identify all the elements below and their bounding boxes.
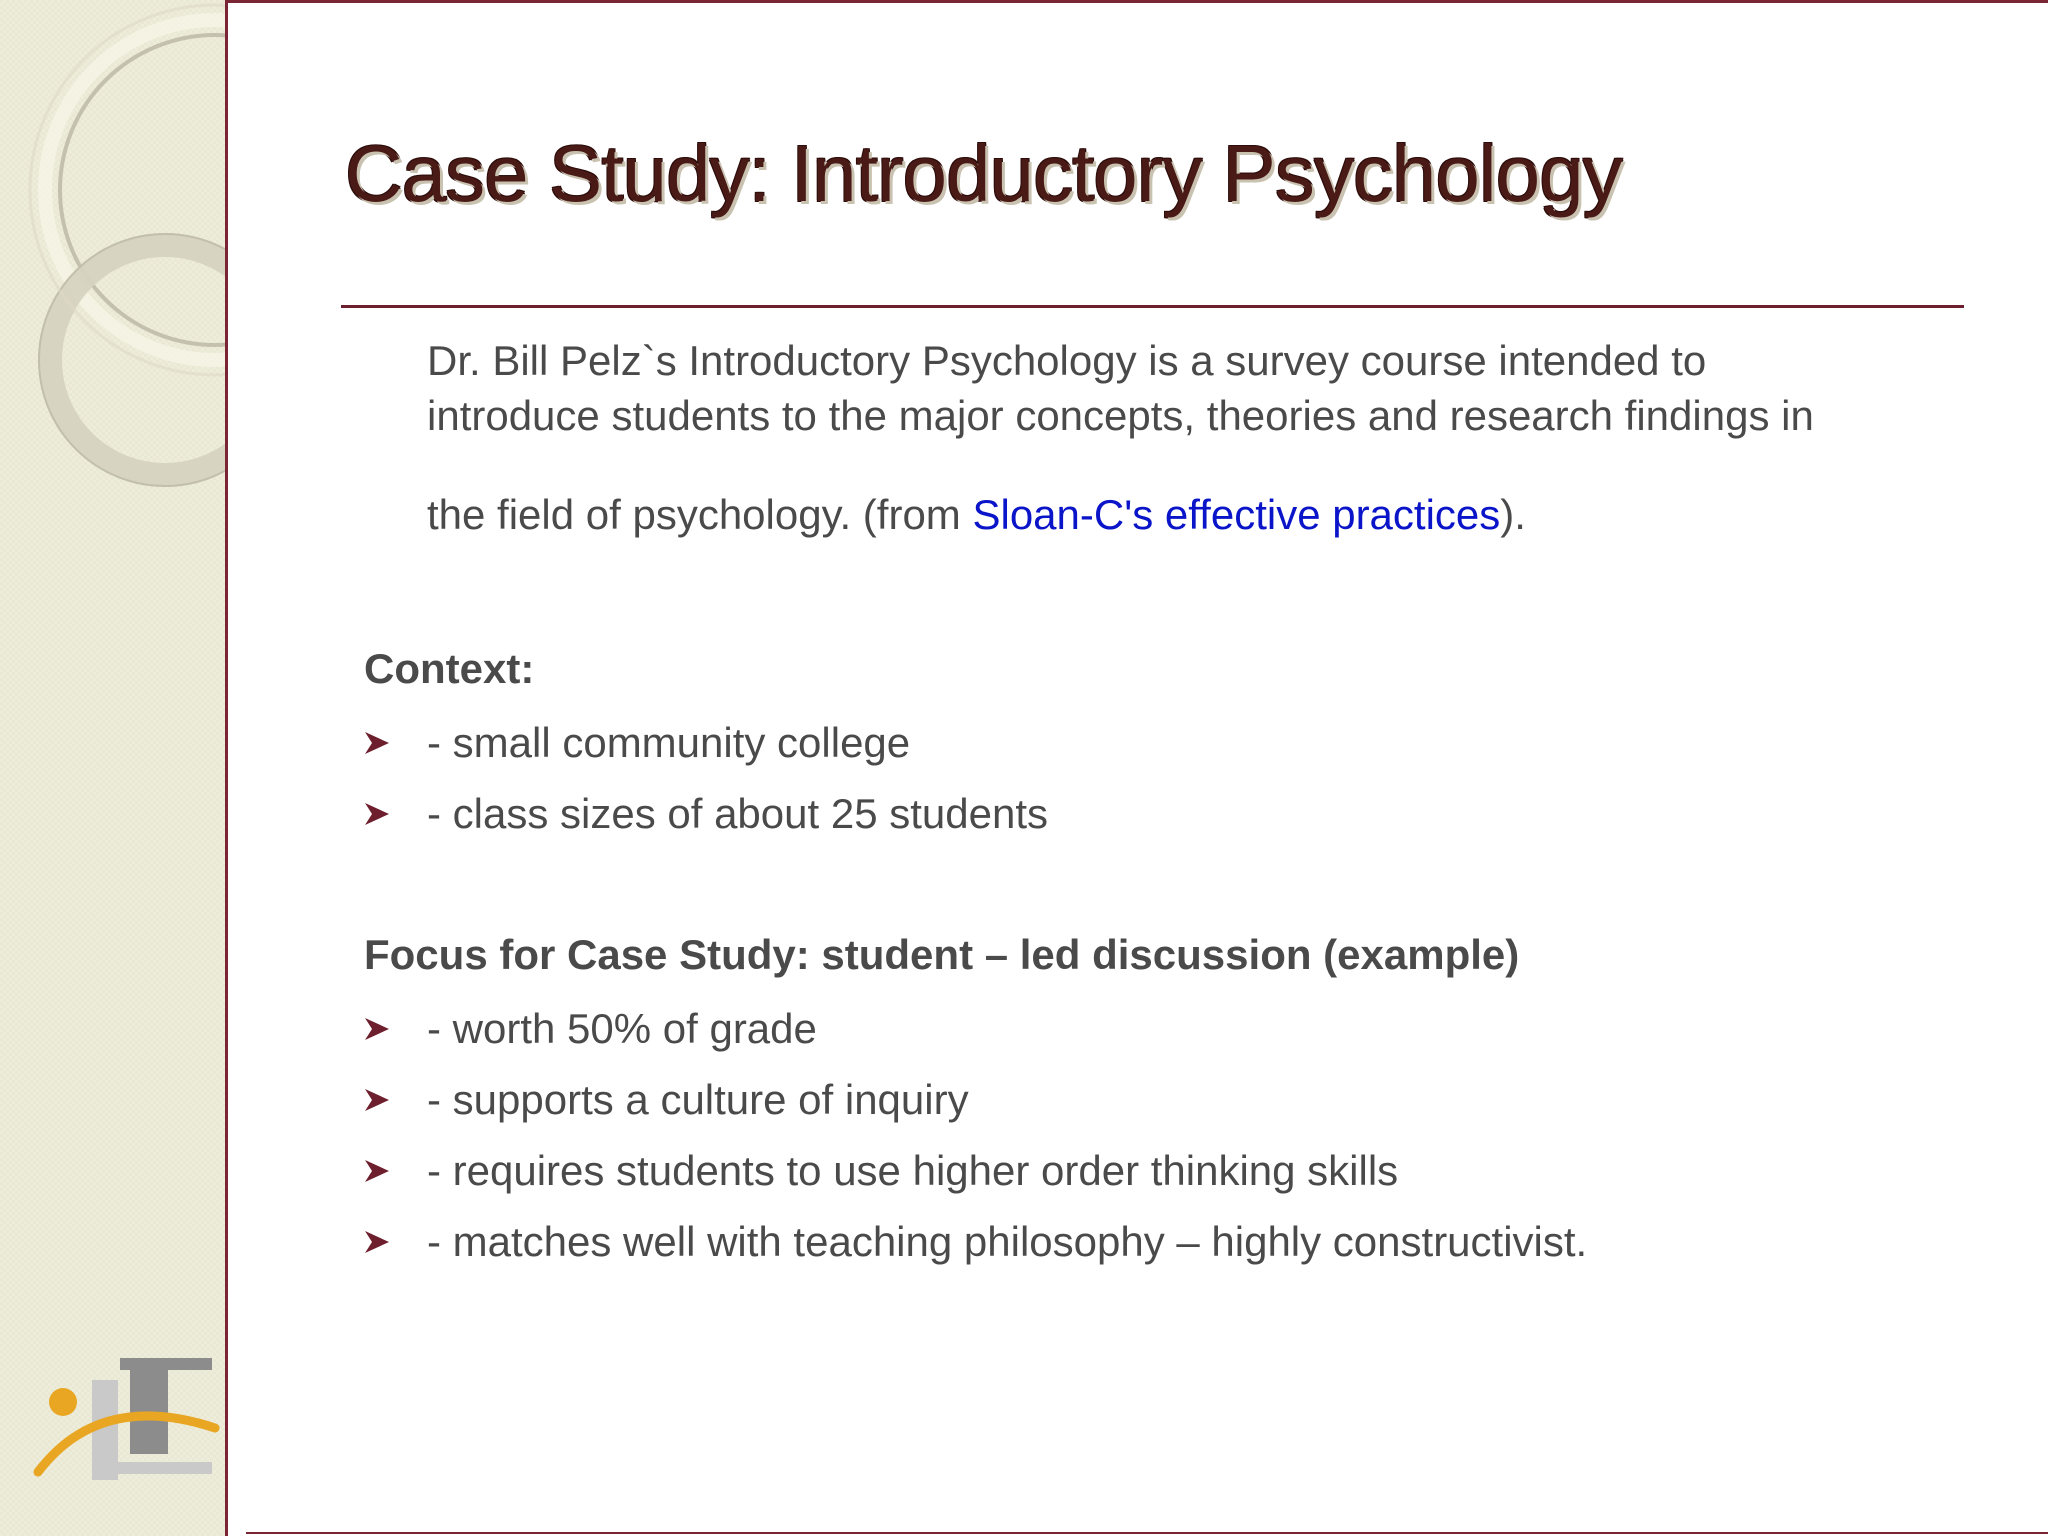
intro-line-3-prefix: the field of psychology. (from	[427, 491, 973, 538]
focus-bullet-text: - worth 50% of grade	[427, 1005, 817, 1052]
intro-paragraph	[427, 333, 1967, 542]
sloan-c-link[interactable]: Sloan-C's effective practices	[972, 491, 1501, 538]
sidebar-border	[225, 0, 228, 1536]
focus-heading: Focus for Case Study: student – led discussion (example)	[364, 931, 1520, 978]
arrowhead-bullet-icon	[364, 1017, 390, 1041]
top-border	[228, 0, 2048, 3]
arrowhead-bullet-icon	[364, 1230, 390, 1254]
decorative-sidebar	[0, 0, 226, 1536]
bottom-border	[246, 1532, 2048, 1534]
arrowhead-bullet-icon	[364, 1159, 390, 1183]
sidebar-rings-decoration	[0, 0, 226, 1536]
focus-bullet-text: - matches well with teaching philosophy – highly constructivist.	[427, 1218, 1588, 1265]
focus-bullet-text: - requires students to use higher order thinking skills	[427, 1147, 1399, 1194]
focus-bullet-text: - supports a culture of inquiry	[427, 1076, 969, 1123]
context-bullet-text: - class sizes of about 25 students	[427, 790, 1048, 837]
arrowhead-bullet-icon	[364, 731, 390, 755]
slide-title: Case Study: Introductory Psychology	[345, 129, 1622, 218]
arrowhead-bullet-icon	[364, 1088, 390, 1112]
intro-line-3-suffix: ).	[1500, 491, 1526, 538]
title-divider	[341, 305, 1964, 308]
intro-line-2: introduce students to the major concepts, theories and research findings in	[427, 392, 1814, 439]
context-bullet-text: - small community college	[427, 719, 911, 766]
context-heading: Context:	[364, 645, 535, 692]
intro-line-1: Dr. Bill Pelz`s Introductory Psychology is a survey course intended to	[427, 337, 1707, 384]
arrowhead-bullet-icon	[364, 802, 390, 826]
institution-logo	[30, 1350, 220, 1480]
intro-line-3	[427, 487, 1967, 542]
